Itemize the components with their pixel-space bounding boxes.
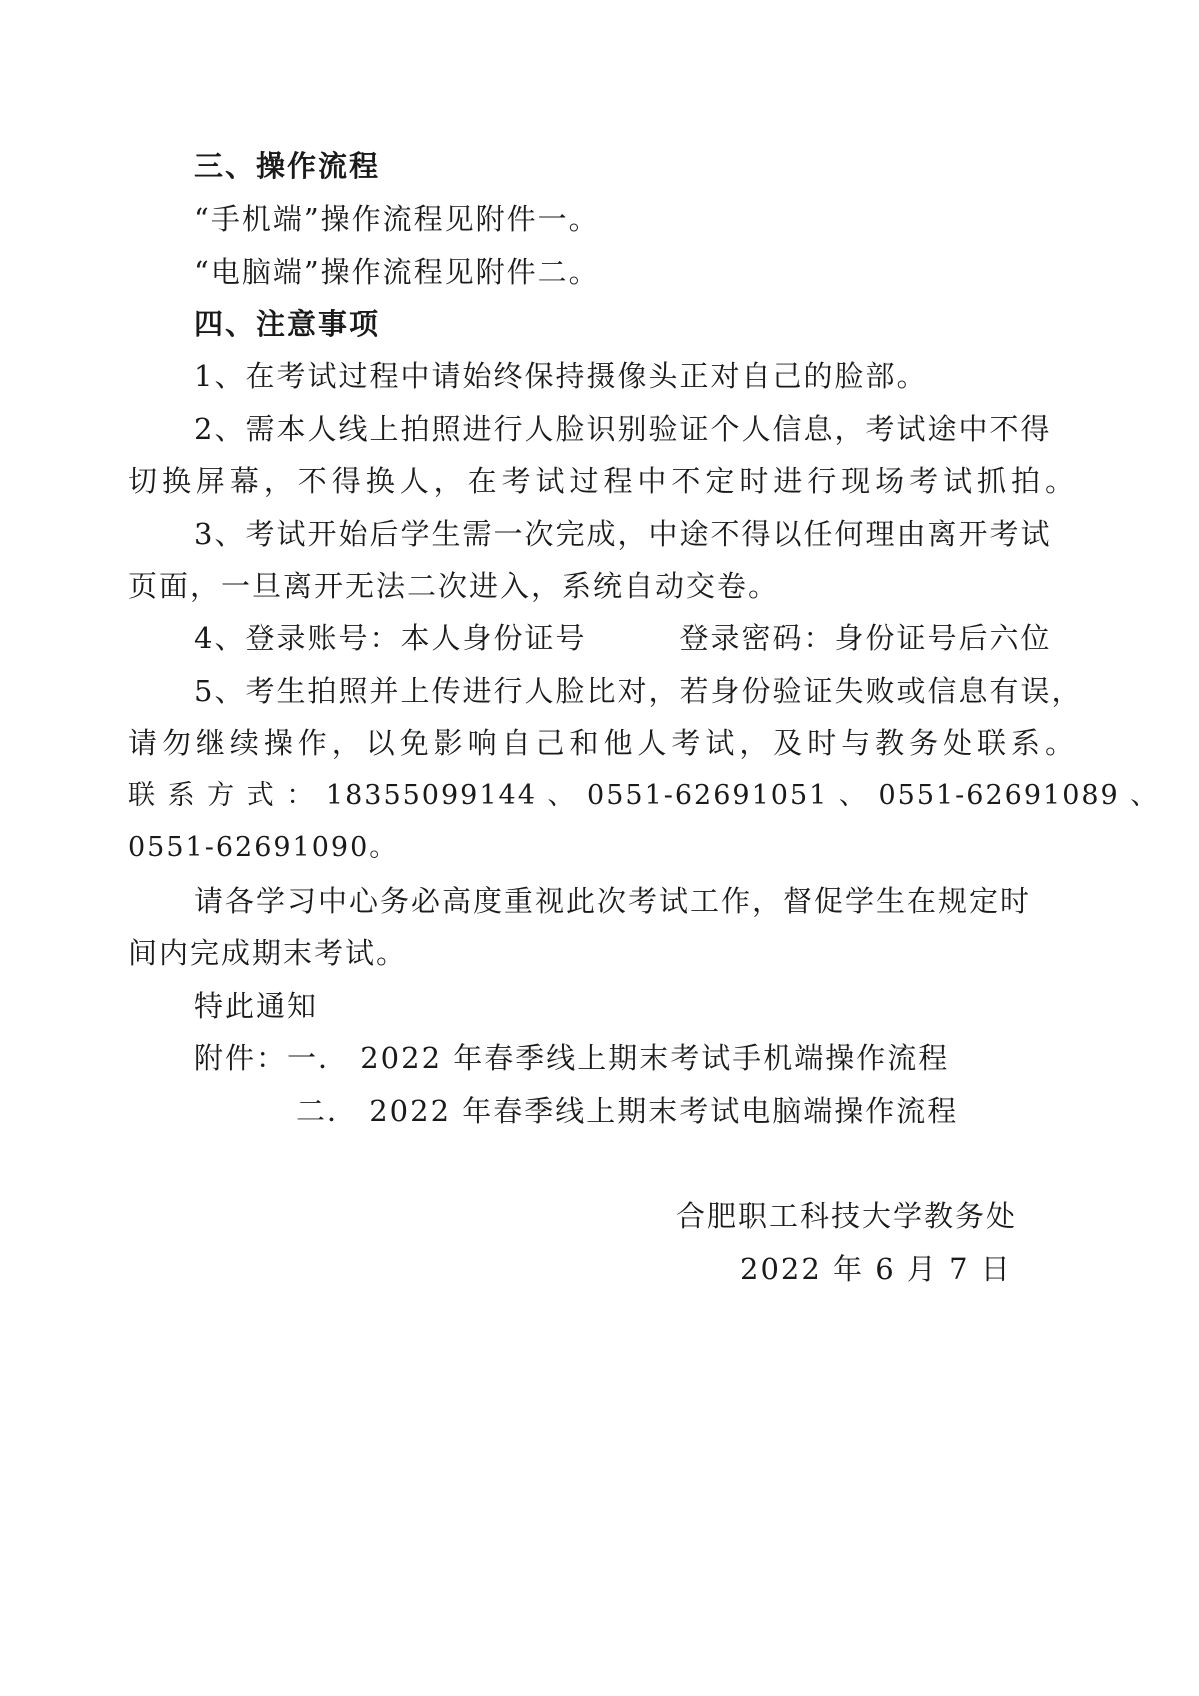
note-3-line-1: 3、考试开始后学生需一次完成，中途不得以任何理由离开考试 [194,517,1052,551]
closing-paragraph-line-2: 间内完成期末考试。 [128,936,408,970]
note-2-line-1: 2、需本人线上拍照进行人脸识别验证个人信息，考试途中不得 [194,412,1052,446]
note-2-line-2: 切换屏幕，不得换人，在考试过程中不定时进行现场考试抓拍。 [128,464,1076,498]
note-5-line-2: 请勿继续操作，以免影响自己和他人考试，及时与教务处联系。 [128,726,1076,760]
note-5-line-1: 5、考生拍照并上传进行人脸比对，若身份验证失败或信息有误， [194,674,1083,708]
note-3-line-2: 页面，一旦离开无法二次进入，系统自动交卷。 [128,569,780,603]
section-3-item-pc: “电脑端”操作流程见附件二。 [194,255,600,289]
section-3-item-mobile: “手机端”操作流程见附件一。 [194,202,600,236]
contact-line-1: 联 系 方 式 ： 18355099144 、 0551-62691051 、 0551-62691089 、 [128,780,1160,811]
closing-paragraph-line-1: 请各学习中心务必高度重视此次考试工作，督促学生在规定时 [194,884,1032,918]
signature-org: 合肥职工科技大学教务处 [676,1199,1018,1233]
section-3-heading: 三、操作流程 [194,149,381,183]
section-4-heading: 四、注意事项 [194,307,381,341]
attachment-1: 附件：一． 2022 年春季线上期末考试手机端操作流程 [194,1041,950,1075]
attachment-2: 二． 2022 年春季线上期末考试电脑端操作流程 [296,1094,959,1128]
note-1: 1、在考试过程中请始终保持摄像头正对自己的脸部。 [194,359,928,393]
signature-date: 2022 年 6 月 7 日 [740,1252,1012,1286]
contact-line-2: 0551-62691090。 [128,832,399,863]
notice-text: 特此通知 [194,989,319,1023]
note-4-login-info: 4、登录账号：本人身份证号 登录密码：身份证号后六位 [194,621,1052,655]
